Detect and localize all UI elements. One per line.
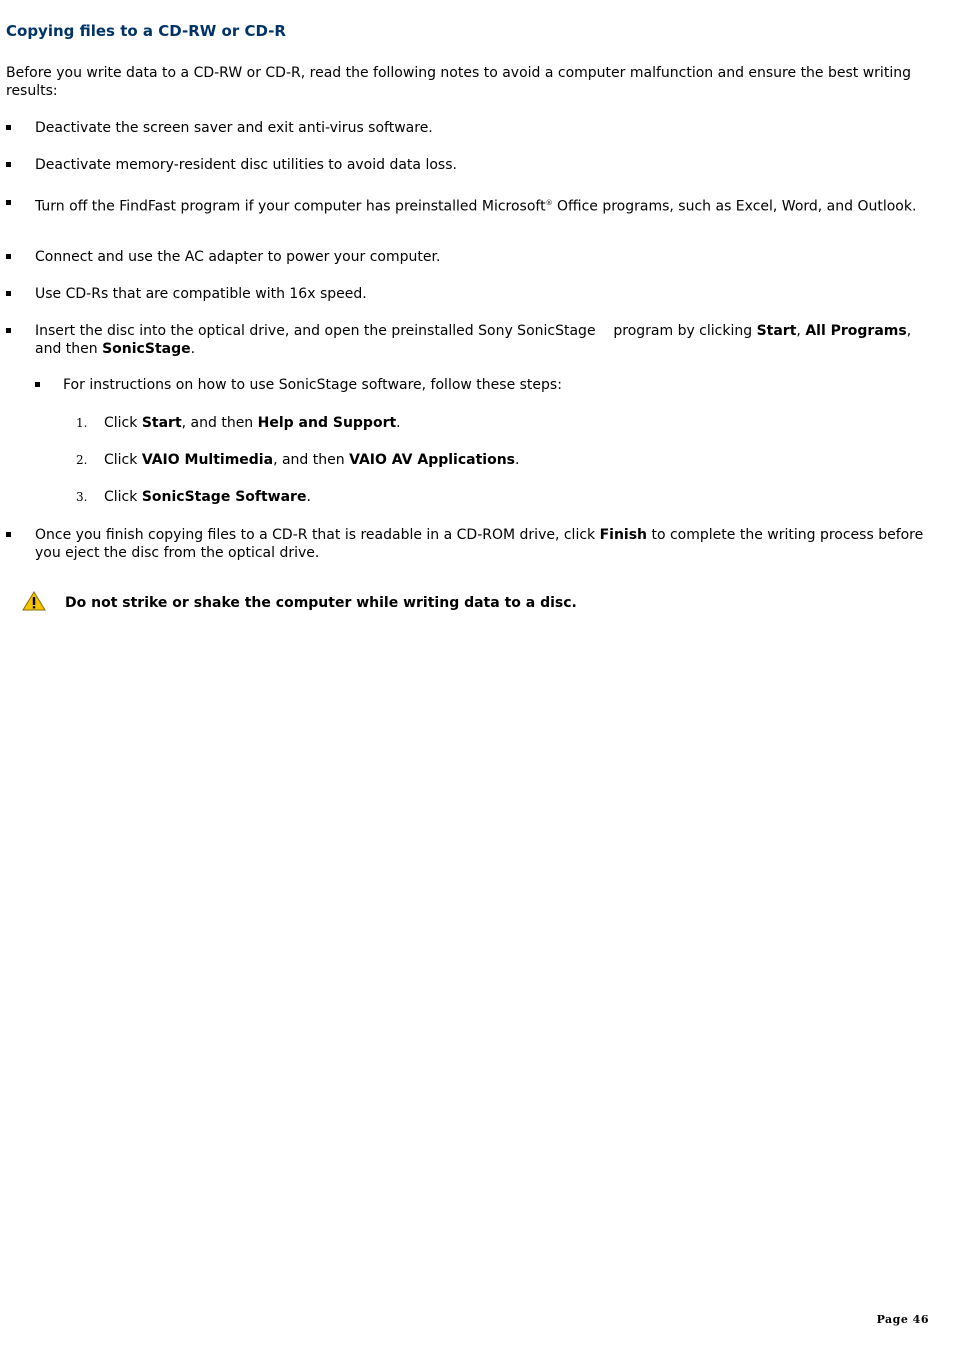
- list-item-text: [35, 322, 925, 358]
- menu-term-start: Start: [756, 323, 797, 339]
- step-text-part: .: [306, 489, 311, 505]
- list-item-text-part: to complete the writing process before you eject the disc from the optical drive.: [35, 527, 928, 561]
- sub-list-item-text: For instructions on how to use SonicStage software, follow these steps:: [63, 377, 562, 393]
- step-text: [104, 451, 904, 469]
- page-number: Page 46: [876, 1313, 929, 1326]
- menu-term-sonicstage: SonicStage: [102, 341, 191, 357]
- menu-term-all-programs: All Programs: [805, 323, 907, 339]
- step-number: 3.: [76, 490, 88, 504]
- step-number: 1.: [76, 416, 88, 430]
- menu-term: Help and Support: [257, 415, 397, 431]
- step-text-part: .: [396, 415, 401, 431]
- step-text-part: , and then: [181, 415, 258, 431]
- page-title: Copying files to a CD-RW or CD-R: [6, 22, 286, 40]
- menu-term: SonicStage Software: [141, 489, 307, 505]
- menu-term: VAIO AV Applications: [349, 452, 515, 468]
- bullet-icon: [6, 162, 11, 167]
- list-item-text: Deactivate the screen saver and exit anti-virus software.: [35, 120, 433, 136]
- bullet-icon: [6, 200, 11, 205]
- menu-term: VAIO Multimedia: [141, 452, 274, 468]
- step-number: 2.: [76, 453, 88, 467]
- list-item-text: Use CD-Rs that are compatible with 16x speed.: [35, 286, 367, 302]
- bullet-icon: [6, 532, 11, 537]
- list-item-text-part: , and then: [35, 323, 916, 357]
- list-item-text: Deactivate memory-resident disc utilities to avoid data loss.: [35, 157, 457, 173]
- button-term-finish: Finish: [599, 527, 648, 543]
- list-item-text-part: Office programs, such as Excel, Word, and Outlook.: [552, 198, 917, 215]
- list-item-text-part: .: [190, 341, 196, 357]
- list-item-text: [35, 526, 928, 562]
- step-text: [104, 488, 904, 506]
- bullet-icon: [6, 254, 11, 259]
- step-text: [104, 414, 904, 432]
- bullet-icon: [6, 125, 11, 130]
- bullet-icon: [35, 382, 40, 387]
- menu-term: Start: [141, 415, 182, 431]
- step-text-part: Click: [104, 452, 142, 468]
- list-item-text-part: Once you finish copying files to a CD-R that is readable in a CD-ROM drive, click: [35, 527, 600, 543]
- step-text-part: Click: [104, 415, 142, 431]
- list-item-text-part: Insert the disc into the optical drive, and open the preinstalled Sony SonicStage program by clicking: [35, 323, 757, 339]
- bullet-icon: [6, 328, 11, 333]
- warning-triangle-icon: [22, 591, 46, 611]
- list-item-text: [35, 194, 925, 216]
- step-text-part: , and then: [273, 452, 350, 468]
- step-text-part: .: [515, 452, 520, 468]
- bullet-icon: [6, 291, 11, 296]
- step-text-part: Click: [104, 489, 142, 505]
- list-item-text: Connect and use the AC adapter to power your computer.: [35, 249, 441, 265]
- list-item-text-part: Turn off the FindFast program if your computer has preinstalled Microsoft: [35, 198, 546, 215]
- warning-text: Do not strike or shake the computer while writing data to a disc.: [65, 595, 577, 611]
- registered-mark: ®: [545, 199, 553, 207]
- list-item-text-part: ,: [796, 323, 806, 339]
- intro-paragraph: Before you write data to a CD-RW or CD-R, read the following notes to avoid a computer malfunction and ensure the best writing results:: [6, 65, 911, 99]
